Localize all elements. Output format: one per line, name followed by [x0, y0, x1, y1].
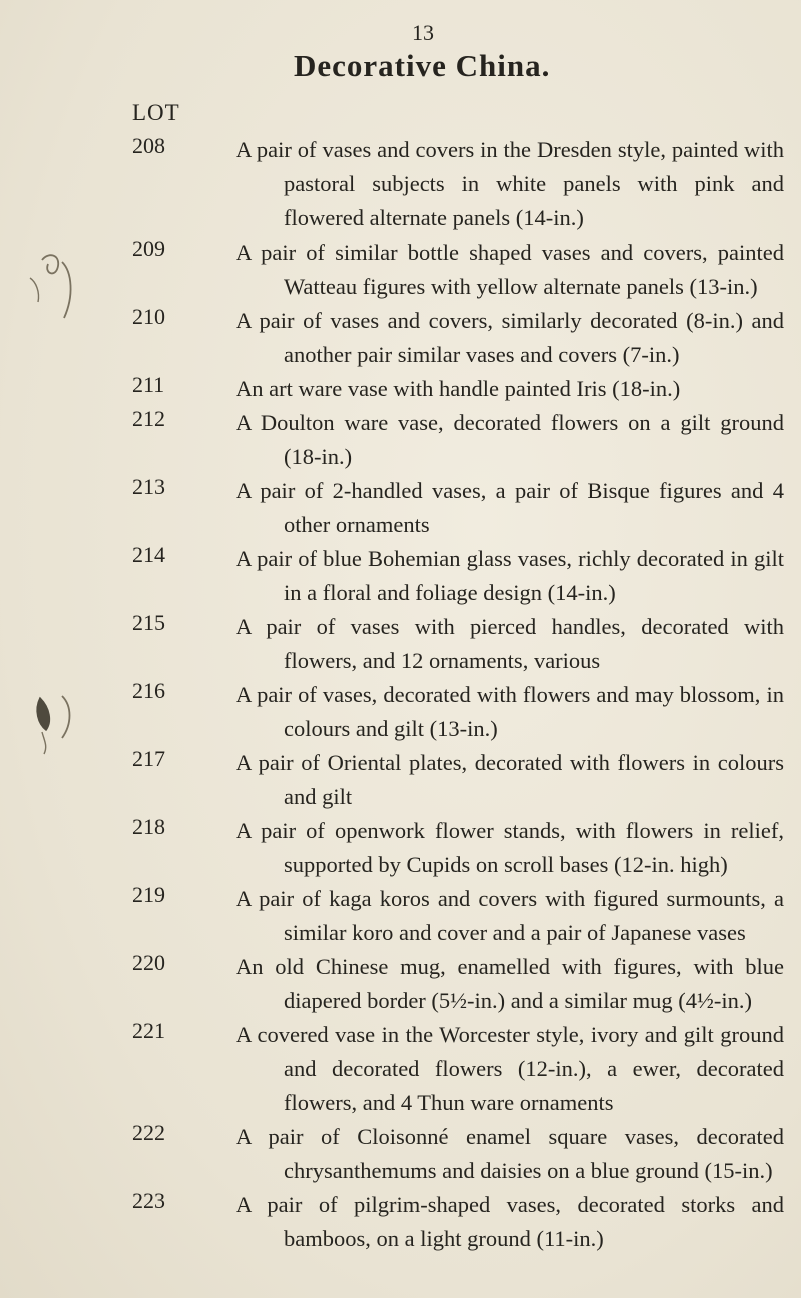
lot-description: A pair of vases and covers, similarly decorated (8-in.) and another pair similar vases and covers (7-in.) — [236, 308, 784, 367]
lot-number: 212 — [132, 406, 165, 431]
lot-number: 217 — [132, 746, 165, 771]
lot-number: 219 — [132, 882, 165, 907]
lot-description: A pair of kaga koros and covers with figured surmounts, a similar koro and cover and a pair of Japanese vases — [236, 886, 784, 945]
pencil-margin-mark-icon — [28, 248, 88, 328]
lot-description: An old Chinese mug, enamelled with figures, with blue diapered border (5½-in.) and a similar mug (4½-in.) — [236, 954, 784, 1013]
page-number: 13 — [412, 20, 434, 45]
lot-number: 215 — [132, 610, 165, 635]
lot-description: An art ware vase with handle painted Iris (18-in.) — [236, 376, 681, 401]
lot-number: 222 — [132, 1120, 165, 1145]
lot-number: 208 — [132, 133, 165, 158]
lot-description: A pair of vases and covers in the Dresden style, painted with pastoral subjects in white panels with pink and flowered alternate panels (14-in.) — [236, 137, 784, 230]
lot-description: A pair of openwork flower stands, with flowers in relief, supported by Cupids on scroll bases (12-in. high) — [236, 818, 784, 877]
lot-number: 209 — [132, 236, 165, 261]
lot-number: 213 — [132, 474, 165, 499]
page-title: Decorative China. — [294, 48, 551, 83]
lot-description: A pair of vases, decorated with flowers and may blossom, in colours and gilt (13-in.) — [236, 682, 784, 741]
lot-number: 210 — [132, 304, 165, 329]
lot-number: 223 — [132, 1188, 165, 1213]
lot-number: 221 — [132, 1018, 165, 1043]
lot-number: 211 — [132, 372, 165, 397]
lot-number: 214 — [132, 542, 165, 567]
lot-description: A pair of Oriental plates, decorated with flowers in colours and gilt — [236, 750, 784, 809]
lot-description: A covered vase in the Worcester style, ivory and gilt ground and decorated flowers (12-in.), a ewer, decorated flowers, and 4 Thun ware ornaments — [236, 1022, 784, 1115]
lot-description: A pair of similar bottle shaped vases and covers, painted Watteau figures with yellow alternate panels (13-in.) — [236, 240, 784, 299]
pencil-margin-mark-icon — [22, 688, 82, 758]
lot-description: A Doulton ware vase, decorated flowers on a gilt ground (18-in.) — [236, 410, 784, 469]
lot-description: A pair of blue Bohemian glass vases, richly decorated in gilt in a floral and foliage design (14-in.) — [236, 546, 784, 605]
lot-number: 218 — [132, 814, 165, 839]
lot-description: A pair of 2-handled vases, a pair of Bisque figures and 4 other ornaments — [236, 478, 784, 537]
lot-column-header: LOT — [132, 100, 180, 125]
lot-number: 220 — [132, 950, 165, 975]
lot-description: A pair of Cloisonné enamel square vases, decorated chrysanthemums and daisies on a blue ground (15-in.) — [236, 1124, 784, 1183]
lot-number: 216 — [132, 678, 165, 703]
lot-description: A pair of pilgrim-shaped vases, decorated storks and bamboos, on a light ground (11-in.) — [236, 1192, 784, 1251]
lot-description: A pair of vases with pierced handles, decorated with flowers, and 12 ornaments, various — [236, 614, 784, 673]
